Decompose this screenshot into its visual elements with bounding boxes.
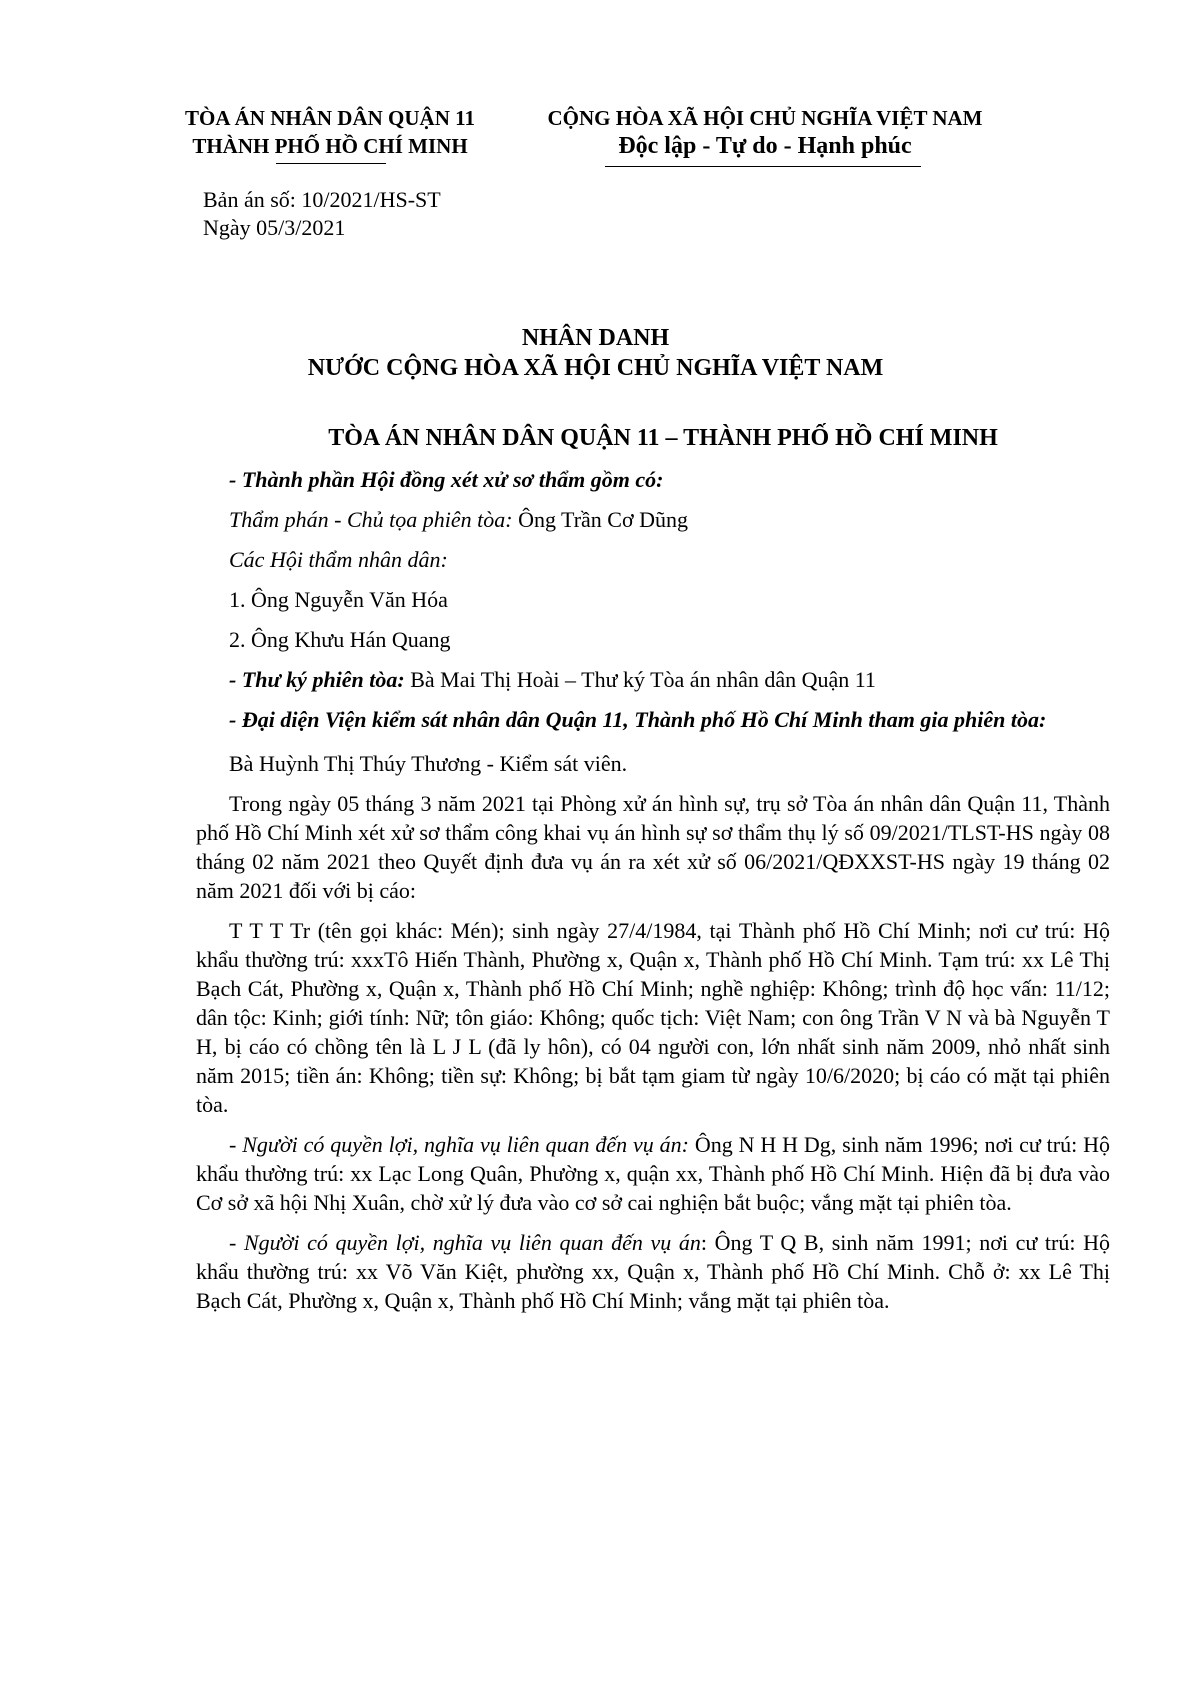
divider (276, 163, 386, 164)
related-party-label: - Người có quyền lợi, nghĩa vụ liên quan đến vụ án: (229, 1132, 689, 1157)
related-party-2 (196, 1228, 1110, 1315)
procurator: Bà Huỳnh Thị Thúy Thương - Kiểm sát viên. (229, 751, 628, 776)
clerk-line (196, 665, 1110, 694)
nation-header (520, 104, 1010, 160)
document-body (196, 424, 1110, 1326)
juror-2: 2. Ông Khưu Hán Quang (229, 627, 451, 652)
case-date: Ngày 05/3/2021 (203, 215, 346, 240)
juror-1: 1. Ông Nguyễn Văn Hóa (229, 587, 448, 612)
related-party-text: Ông N H H Dg, sinh năm 1996; nơi cư trú: Hộ khẩu thường trú: xx Lạc Long Quân, Phường x, quận xx, Thành phố Hồ Chí Minh. Hiện đã bị đưa vào Cơ sở xã hội Nhị Xuân, chờ xử lý đưa vào cơ sở cai nghiện bắt buộc; vắng mặt tại phiên tòa. (196, 1132, 1110, 1215)
case-meta (203, 186, 441, 242)
case-number: Bản án số: 10/2021/HS-ST (203, 187, 441, 212)
panel-heading: - Thành phần Hội đồng xét xử sơ thẩm gồm có: (229, 467, 664, 492)
title-line2: NƯỚC CỘNG HÒA XÃ HỘI CHỦ NGHĨA VIỆT NAM (307, 355, 884, 381)
motto: Độc lập - Tự do - Hạnh phúc (618, 133, 912, 159)
procuracy-label: - Đại diện Viện kiểm sát nhân dân Quận 11, Thành phố Hồ Chí Minh tham gia phiên tòa: (229, 707, 1047, 732)
judge-line (196, 505, 1110, 534)
related-party-label: - Người có quyền lợi, nghĩa vụ liên quan đến vụ án (229, 1230, 701, 1255)
court-name: TÒA ÁN NHÂN DÂN QUẬN 11 (185, 106, 475, 130)
nation-name: CỘNG HÒA XÃ HỘI CHỦ NGHĨA VIỆT NAM (547, 106, 983, 130)
clerk-name: Bà Mai Thị Hoài – Thư ký Tòa án nhân dân Quận 11 (404, 667, 876, 692)
court-heading: TÒA ÁN NHÂN DÂN QUẬN 11 – THÀNH PHỐ HỒ CHÍ MINH (328, 425, 998, 451)
defendant-paragraph: T T T Tr (tên gọi khác: Mén); sinh ngày 27/4/1984, tại Thành phố Hồ Chí Minh; nơi cư trú: Hộ khẩu thường trú: xxxTô Hiến Thành, Phường x, Quận x, Thành phố Hồ Chí Minh. Tạm trú: xx Lê Thị Bạch Cát, Phường x, Quận x, Thành phố Hồ Chí Minh; nghề nghiệp: Không; trình độ học vấn: 11/12; dân tộc: Kinh; giới tính: Nữ; tôn giáo: Không; quốc tịch: Việt Nam; con ông Trần V N và bà Nguyễn T H, bị cáo có chồng tên là L J L (đã ly hôn), có 04 người con, lớn nhất sinh năm 2009, nhỏ nhất sinh năm 2015; tiền án: Không; tiền sự: Không; bị bắt tạm giam từ ngày 10/6/2020; bị cáo có mặt tại phiên tòa. (196, 918, 1110, 1117)
court-city: THÀNH PHỐ HỒ CHÍ MINH (192, 134, 468, 158)
related-party-1 (196, 1130, 1110, 1217)
document-title (0, 323, 1191, 383)
related-party-text: : Ông T Q B, sinh năm 1991; nơi cư trú: Hộ khẩu thường trú: xx Võ Văn Kiệt, phường xx, Quận x, Thành phố Hồ Chí Minh. Chỗ ở: xx Lê Thị Bạch Cát, Phường x, Quận x, Thành phố Hồ Chí Minh; vắng mặt tại phiên tòa. (196, 1230, 1110, 1313)
judge-label: Thẩm phán - Chủ tọa phiên tòa: (229, 507, 513, 532)
clerk-label: - Thư ký phiên tòa: (229, 667, 405, 692)
divider (605, 166, 921, 167)
judge-name: Ông Trần Cơ Dũng (512, 507, 689, 532)
title-line1: NHÂN DANH (521, 325, 670, 351)
jurors-label: Các Hội thẩm nhân dân: (229, 547, 448, 572)
trial-paragraph: Trong ngày 05 tháng 3 năm 2021 tại Phòng xử án hình sự, trụ sở Tòa án nhân dân Quận 11, Thành phố Hồ Chí Minh xét xử sơ thẩm công khai vụ án hình sự sơ thẩm thụ lý số 09/2021/TLST-HS ngày 08 tháng 02 năm 2021 theo Quyết định đưa vụ án ra xét xử số 06/2021/QĐXXST-HS ngày 19 tháng 02 năm 2021 đối với bị cáo: (196, 791, 1110, 903)
court-header (160, 104, 500, 160)
